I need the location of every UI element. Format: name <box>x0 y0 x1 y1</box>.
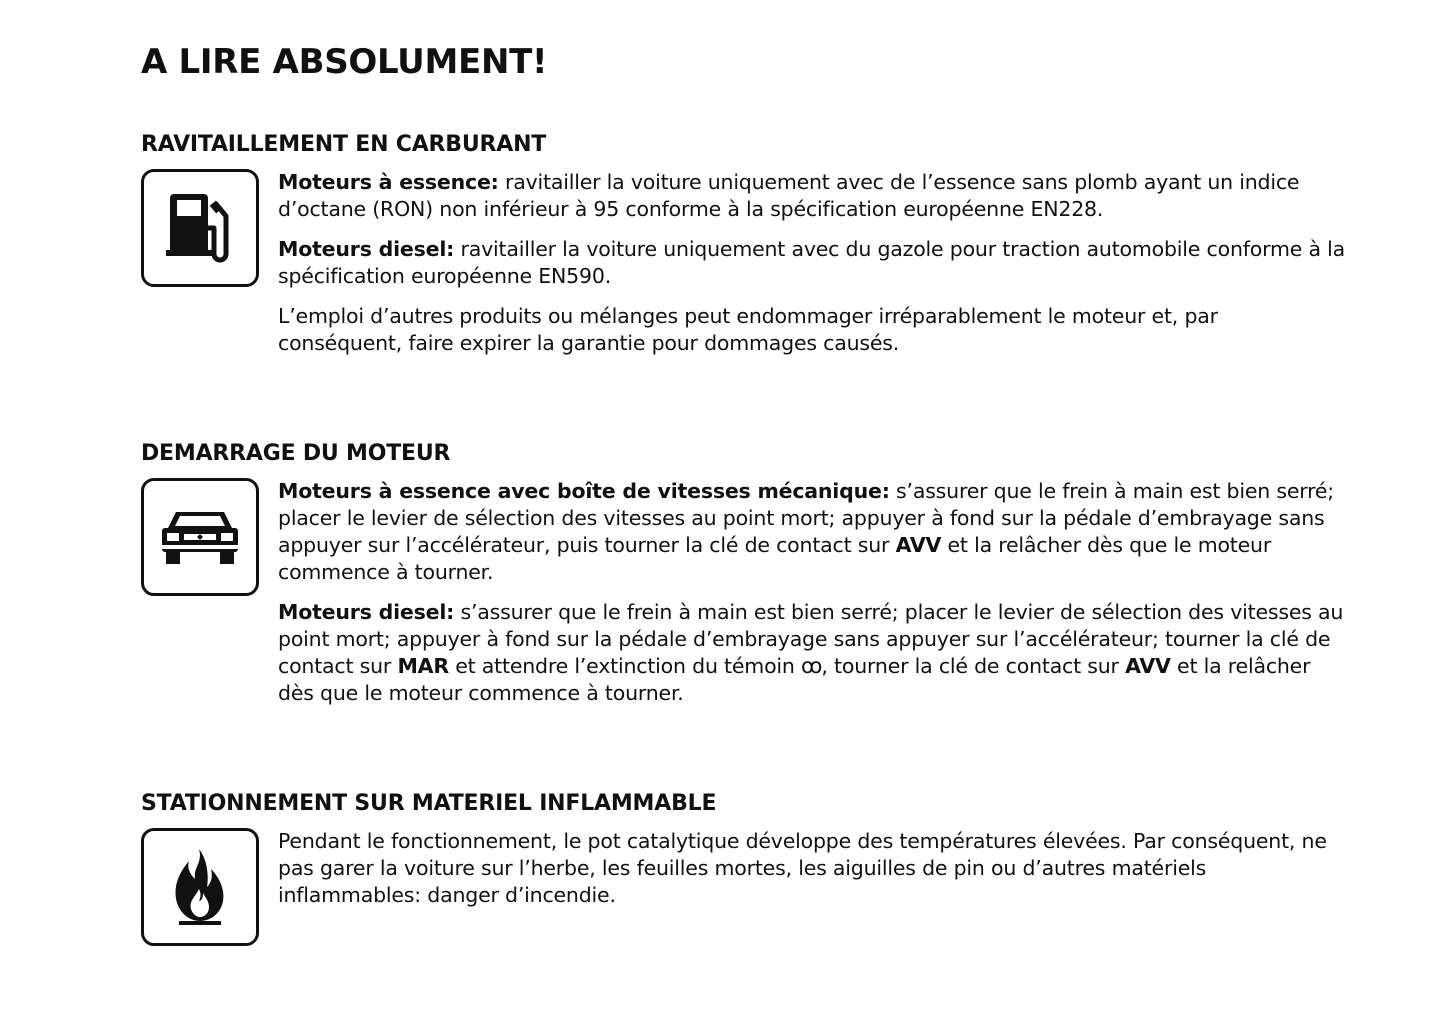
start-diesel-text-a: s’assurer que le frein à main est bien serré; placer le levier de sélection des vitesses au point mort; appuyer à fond sur la pédale d’embrayage sans appuyer sur l’accélérateur; tourner la clé de contact sur <box>278 600 1344 678</box>
fuel-paragraph-diesel <box>278 236 1348 290</box>
fuel-paragraph-petrol <box>278 169 1348 223</box>
fuel-petrol-lead: Moteurs à essence: <box>278 170 499 194</box>
section-body-parking <box>141 828 1351 909</box>
fuel-petrol-text: ravitailler la voiture uniquement avec de l’essence sans plomb ayant un indice d’octane (RON) non inférieur à 95 conforme à la spécification européenne EN228. <box>278 170 1300 221</box>
start-petrol-text-a: s’assurer que le frein à main est bien serré; placer le levier de sélection des vitesses au point mort; appuyer à fond sur la pédale d’embrayage sans appuyer sur l’accélérateur, puis tourner la clé de contact sur <box>278 479 1335 557</box>
section-heading-fuel: RAVITAILLEMENT EN CARBURANT <box>141 132 547 157</box>
start-diesel-keyword-mar: MAR <box>397 654 449 678</box>
start-petrol-text-b: et la relâcher dès que le moteur commence à tourner. <box>278 533 1272 584</box>
parking-paragraph: Pendant le fonctionnement, le pot catalytique développe des températures élevées. Par conséquent, ne pas garer la voiture sur l’herbe, les feuilles mortes, les aiguilles de pin ou d’autres matériels inflammables: danger d’incendie. <box>278 829 1327 907</box>
start-diesel-text-d: et la relâcher dès que le moteur commence à tourner. <box>278 654 1311 705</box>
start-diesel-text-c: , tourner la clé de contact sur <box>821 654 1126 678</box>
start-diesel-lead: Moteurs diesel: <box>278 600 455 624</box>
section-fuel <box>141 129 1351 370</box>
fuel-paragraph-warning: L’emploi d’autres produits ou mélanges peut endommager irréparablement le moteur et, par conséquent, faire expirer la garantie pour dommages causés. <box>278 304 1218 355</box>
section-heading-engine-start: DEMARRAGE DU MOTEUR <box>141 441 451 466</box>
fuel-diesel-text: ravitailler la voiture uniquement avec du gazole pour traction automobile conforme à la spécification européenne EN590. <box>278 237 1345 288</box>
start-diesel-text-b: et attendre l’extinction du témoin <box>448 654 802 678</box>
section-heading-parking: STATIONNEMENT SUR MATERIEL INFLAMMABLE <box>141 791 717 816</box>
fuel-pump-icon <box>141 169 259 287</box>
fuel-diesel-lead: Moteurs diesel: <box>278 237 455 261</box>
section-body-fuel <box>141 169 1351 357</box>
flame-icon <box>141 828 259 946</box>
start-petrol-lead: Moteurs à essence avec boîte de vitesses mécanique: <box>278 479 890 503</box>
car-front-icon <box>141 478 259 596</box>
page-title: A LIRE ABSOLUMENT! <box>141 42 548 82</box>
start-paragraph-diesel <box>278 599 1348 707</box>
start-petrol-keyword-avv: AVV <box>895 533 942 557</box>
start-diesel-keyword-avv: AVV <box>1125 654 1171 678</box>
section-engine-start <box>141 438 1351 720</box>
section-parking <box>141 788 1351 922</box>
section-body-engine-start <box>141 478 1351 707</box>
start-paragraph-petrol <box>278 478 1348 586</box>
glow-plug-icon: ꝏ <box>801 654 822 678</box>
